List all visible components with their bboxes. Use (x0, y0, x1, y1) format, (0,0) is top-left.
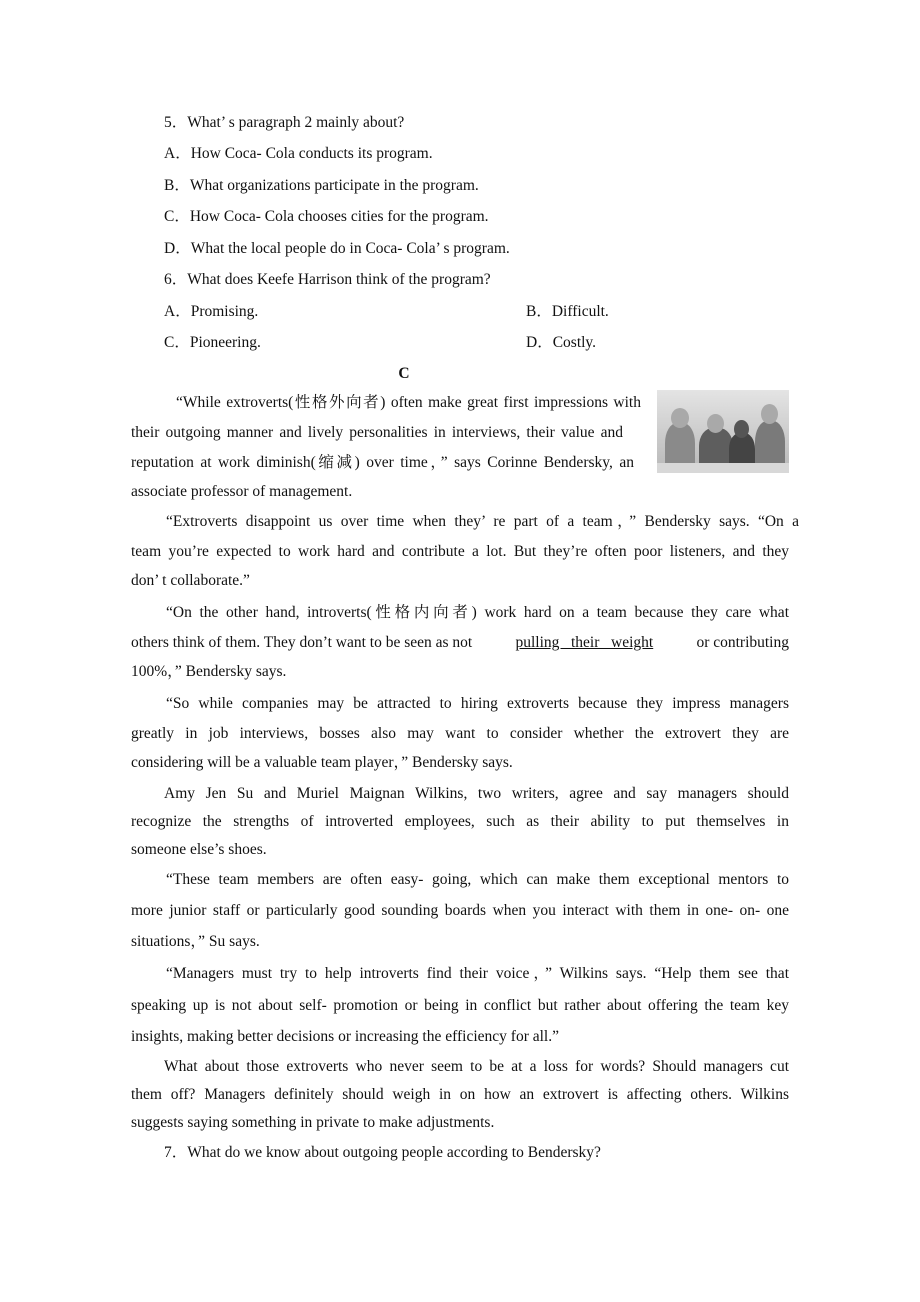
passage-line: don’ t collaborate.” (131, 572, 250, 589)
passage-line: reputation at work diminish(缩减) over time，” says Corinne Bendersky, an (131, 454, 634, 471)
passage-line: “So while companies may be attracted to hiring extroverts because they impress managers (166, 695, 789, 712)
underlined-phrase: pulling their weight (515, 634, 654, 651)
passage-text: or contributing (696, 634, 789, 651)
section-heading: C (398, 365, 410, 382)
passage-line (131, 633, 789, 653)
question-6: 6．What does Keefe Harrison think of the program? (164, 271, 491, 288)
passage-line: insights, making better decisions or increasing the efficiency for all.” (131, 1028, 559, 1045)
passage-line: more junior staff or particularly good sounding boards when you interact with them in one- on- one (131, 902, 789, 919)
option-5c: C．How Coca- Cola chooses cities for the program. (164, 208, 489, 225)
passage-line: What about those extroverts who never seem to be at a loss for words? Should managers cut (164, 1058, 789, 1075)
passage-line: “Extroverts disappoint us over time when they’ re part of a team，” Bendersky says. “On a (166, 513, 799, 530)
passage-line: their outgoing manner and lively personalities in interviews, their value and (131, 424, 623, 441)
passage-line: “On the other hand, introverts(性格内向者) work hard on a team because they care what (166, 604, 789, 621)
passage-line: speaking up is not about self- promotion or being in conflict but rather about offering the team key (131, 997, 789, 1014)
passage-line: 100%，” Bendersky says. (131, 663, 287, 680)
passage-line: greatly in job interviews, bosses also may want to consider whether the extrovert they are (131, 725, 789, 742)
option-5b: B．What organizations participate in the program. (164, 177, 479, 194)
option-5d: D．What the local people do in Coca- Cola’ s program. (164, 240, 510, 257)
passage-line: “Managers must try to help introverts find their voice，” Wilkins says. “Help them see that (166, 965, 789, 982)
passage-line: team you’re expected to work hard and contribute a lot. But they’re often poor listeners, and they (131, 543, 789, 560)
question-7: 7．What do we know about outgoing people according to Bendersky? (164, 1144, 601, 1161)
option-5a: A．How Coca- Cola conducts its program. (164, 145, 433, 162)
team-photo (657, 390, 789, 473)
passage-line: them off? Managers definitely should weigh in on how an extrovert is affecting others. Wilkins (131, 1086, 789, 1103)
passage-line: considering will be a valuable team player，” Bendersky says. (131, 754, 513, 771)
option-6a: A．Promising. (164, 303, 259, 320)
passage-line: situations，” Su says. (131, 933, 260, 950)
option-6d: D．Costly. (526, 334, 597, 351)
passage-line: “While extroverts(性格外向者) often make great first impressions with (176, 394, 641, 411)
option-6b: B．Difficult. (526, 303, 609, 320)
passage-line: Amy Jen Su and Muriel Maignan Wilkins, two writers, agree and say managers should (164, 785, 789, 802)
passage-text: others think of them. They don’t want to be seen as not (131, 634, 473, 651)
question-5: 5．What’ s paragraph 2 mainly about? (164, 114, 405, 131)
passage-line: suggests saying something in private to make adjustments. (131, 1114, 495, 1131)
passage-line: “These team members are often easy- going, which can make them exceptional mentors to (166, 871, 789, 888)
passage-line: someone else’s shoes. (131, 841, 267, 858)
passage-line: recognize the strengths of introverted employees, such as their ability to put themselves in (131, 813, 789, 830)
passage-line: associate professor of management. (131, 483, 353, 500)
option-6c: C．Pioneering. (164, 334, 261, 351)
